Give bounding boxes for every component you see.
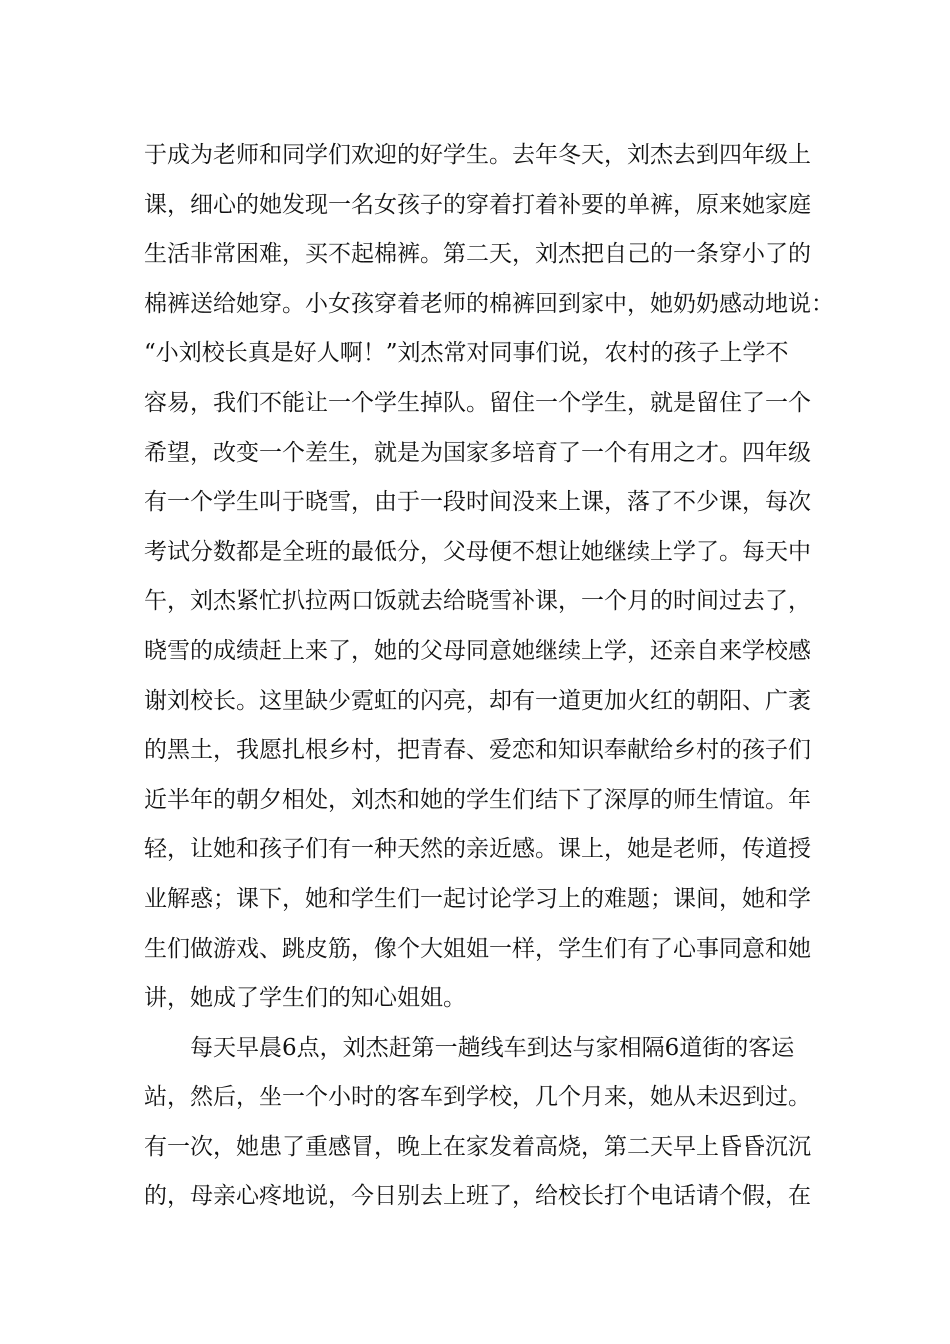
text-line: 讲，她成了学生们的知心姐姐。 — [144, 985, 466, 1012]
text-line: 的黑土，我愿扎根乡村，把青春、爱恋和知识奉献给乡村的孩子们 — [144, 737, 811, 764]
text-line: 午，刘杰紧忙扒拉两口饭就去给晓雪补课，一个月的时间过去了， — [144, 588, 811, 615]
text-line: 的，母亲心疼地说，今日别去上班了，给校长打个电话请个假，在 — [144, 1183, 811, 1210]
text-line: 谢刘校长。这里缺少霓虹的闪亮，却有一道更加火红的朝阳、广袤 — [144, 687, 811, 714]
text-line: “小刘校长真是好人啊！”刘杰常对同事们说，农村的孩子上学不 — [144, 340, 789, 367]
text-line: 有一个学生叫于晓雪，由于一段时间没来上课，落了不少课，每次 — [144, 489, 811, 516]
text-line: 每天早晨6点，刘杰赶第一趟线车到达与家相隔6道街的客运 — [190, 1034, 795, 1061]
body-text — [144, 131, 844, 1222]
text-line: 生活非常困难，买不起棉裤。第二天，刘杰把自己的一条穿小了的 — [144, 241, 811, 268]
text-line: 棉裤送给她穿。小女孩穿着老师的棉裤回到家中，她奶奶感动地说： — [144, 290, 834, 317]
text-line: 晓雪的成绩赶上来了，她的父母同意她继续上学，还亲自来学校感 — [144, 637, 811, 664]
text-line: 课，细心的她发现一名女孩子的穿着打着补要的单裤，原来她家庭 — [144, 191, 811, 218]
text-line: 业解惑；课下，她和学生们一起讨论学习上的难题；课间，她和学 — [144, 885, 811, 912]
text-line: 希望，改变一个差生，就是为国家多培育了一个有用之才。四年级 — [144, 439, 811, 466]
text-line: 考试分数都是全班的最低分，父母便不想让她继续上学了。每天中 — [144, 538, 811, 565]
text-line: 容易，我们不能让一个学生掉队。留住一个学生，就是留住了一个 — [144, 389, 811, 416]
text-line: 生们做游戏、跳皮筋，像个大姐姐一样，学生们有了心事同意和她 — [144, 935, 811, 962]
text-line: 有一次，她患了重感冒，晚上在家发着高烧，第二天早上昏昏沉沉 — [144, 1133, 811, 1160]
text-line: 近半年的朝夕相处，刘杰和她的学生们结下了深厚的师生情谊。年 — [144, 786, 811, 813]
text-line: 站，然后，坐一个小时的客车到学校，几个月来，她从未迟到过。 — [144, 1084, 811, 1111]
text-line: 于成为老师和同学们欢迎的好学生。去年冬天，刘杰去到四年级上 — [144, 142, 811, 168]
text-line: 轻，让她和孩子们有一种天然的亲近感。课上，她是老师，传道授 — [144, 836, 811, 863]
